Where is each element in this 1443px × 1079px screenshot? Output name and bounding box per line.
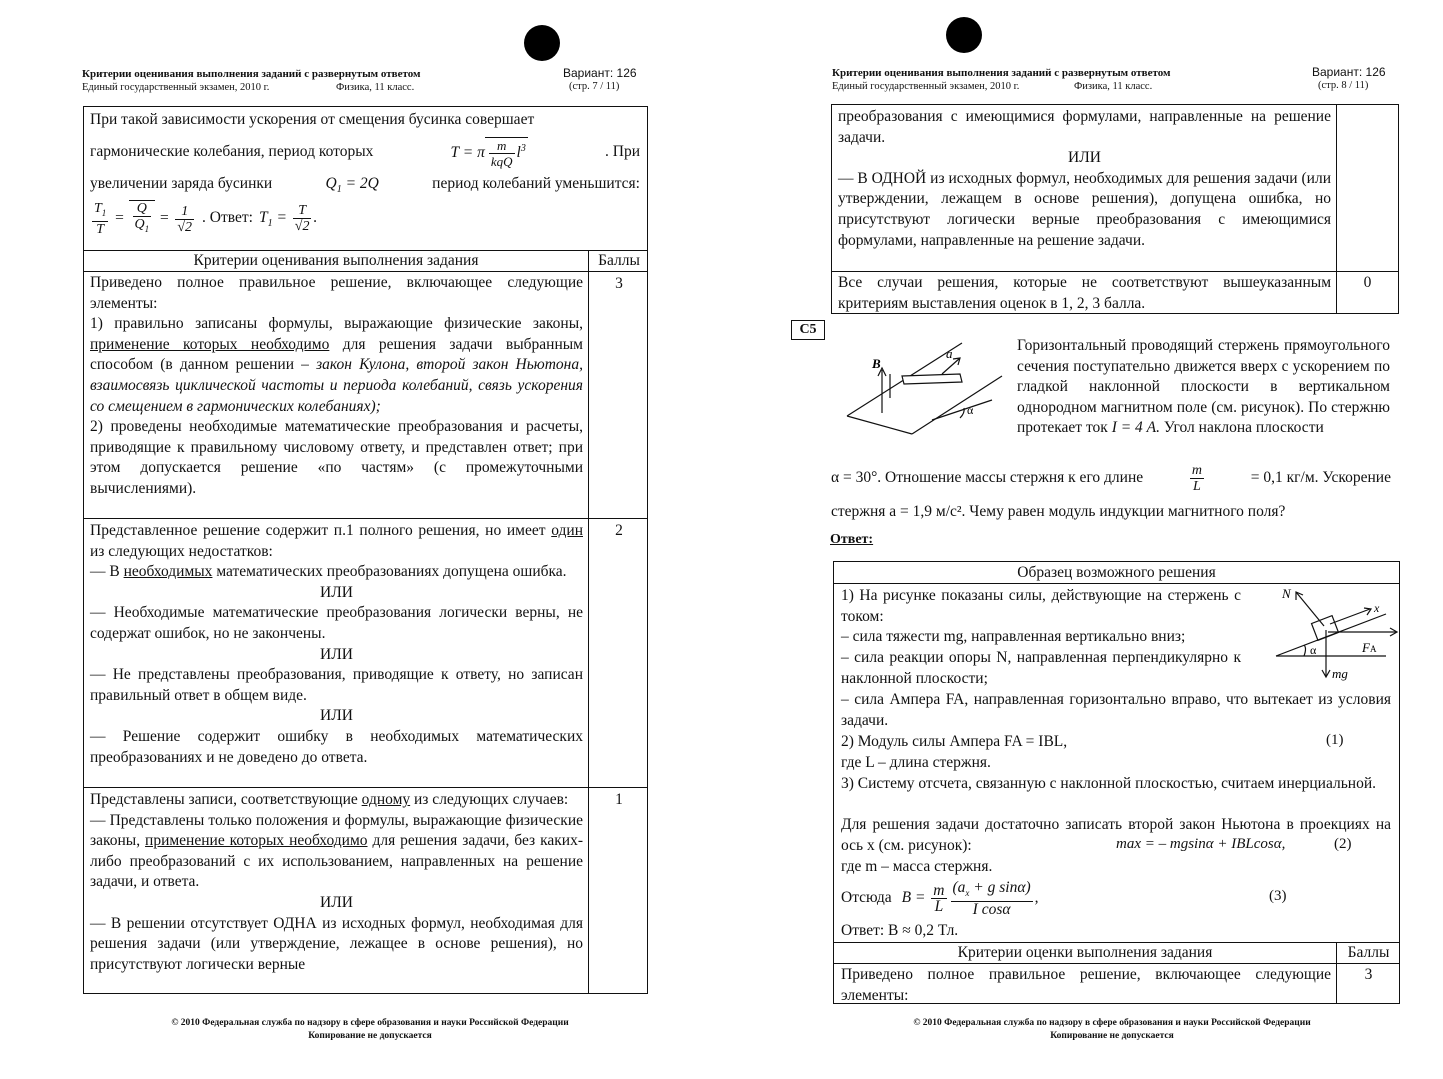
plane-edge	[912, 376, 1002, 434]
sol-newton: Для решения задачи достаточно записать второй закон Ньютона в проекциях на ось x (см. рисунок):	[841, 816, 1391, 854]
punch-hole	[524, 25, 560, 61]
crit-score-3: 3	[1336, 963, 1400, 1004]
sol-gravity: – сила тяжести mg, направленная вертикально вниз;	[841, 628, 1186, 645]
zero-score: 0	[1336, 271, 1399, 314]
charge-formula: $Q_1 = 2Q$	[325, 174, 379, 195]
normal-force-arrow	[1296, 592, 1324, 626]
crit-header-cell: Критерии оценки выполнения задания	[833, 942, 1337, 964]
score-cell-2: 2	[588, 518, 648, 788]
criteria-row-1: Представлены записи, соответствующие одному из следующих случаев: — Представлены только положения и формулы, выражающие физические законы, применение которых необходимо для решения задачи, без каких-либо преобразований с их использованием, направленных на решение задачи, и ответа. ИЛИ — В решении отсутствует ОДНА из исходных формул, необходимая для решения задачи (или утверждение, лежащее в основе решения), но присутствуют логически верные	[83, 787, 589, 994]
alpha-label: α	[967, 403, 974, 417]
crit-row-3: Приведено полное правильное решение, включающее следующие элементы:	[833, 963, 1337, 1004]
footer: © 2010 Федеральная служба по надзору в сфере образования и науки Российской Федерации Копирование не допускается	[171, 1018, 569, 1041]
eq-number-1: (1)	[1326, 732, 1344, 748]
eq-number-3: (3)	[1269, 888, 1287, 904]
plane-edge	[847, 416, 912, 434]
b-label: B	[872, 356, 881, 371]
task-line-2: α = 30°. Отношение массы стержня к его длине $\frac{m}{L}$ = 0,1 кг/м. Ускорение	[831, 463, 1391, 494]
criteria-row-3: Приведено полное правильное решение, включающее следующие элементы: 1) правильно записаны формулы, выражающие физические законы, применение которых необходимо для решения задачи выбранным способом (в данном решении – закон Кулона, второй закон Ньютона, взаимосвязь циклической частоты и периода колебаний, связь ускорения со смещением в гармонических колебаниях); 2) проведены необходимые математические преобразования и расчеты, приводящие к правильному числовому ответу, и представлен ответ; при этом допускается решение «по частям» (с промежуточными вычислениями).	[83, 271, 589, 519]
header-subject: Физика, 11 класс.	[336, 82, 415, 93]
task-label: C5	[791, 320, 825, 340]
answer-formula: $T_1$ = $\frac{T}{√2}$ .	[258, 202, 318, 234]
sol-mass: где m – масса стержня.	[841, 858, 993, 875]
score-header-cell: Баллы	[588, 250, 648, 272]
angle-arc	[1304, 645, 1306, 656]
score-cell-1: 1	[588, 787, 648, 994]
sol-step-3: 3) Систему отсчета, связанную с наклонной плоскостью, считаем инерциальной.	[841, 775, 1376, 792]
a-label: a	[946, 346, 953, 361]
header-variant: Вариант: 126	[563, 66, 637, 80]
sol-result: Отсюда B = $\frac{m}{L}$ $\frac{(a_x + g \sin\alpha)}{\text{I cosα}}$ ,	[841, 879, 1039, 919]
header-title: Критерии оценивания выполнения заданий с развернутым ответом	[832, 67, 1171, 79]
sol-normal: – сила реакции опоры N, направленная перпендикулярно к наклонной плоскости;	[841, 649, 1241, 687]
header-page: (стр. 7 / 11)	[569, 81, 620, 92]
left-page	[0, 0, 720, 1079]
score-header-cell: Баллы	[1336, 942, 1400, 964]
intro-block	[90, 110, 640, 240]
ratio-formula: $\frac{T_1}{T}$ = $\frac{Q}{Q_1}$ = $\frac{1}{√2}$	[94, 201, 193, 237]
sol-step-2: 2) Модуль силы Ампера FA = IBL,	[841, 733, 1068, 750]
punch-hole	[946, 17, 982, 53]
zero-row: Все случаи решения, которые не соответствуют вышеуказанным критериям выставления оценок в 1, 2, 3 балла.	[831, 271, 1337, 314]
task-line-3: стержня a = 1,9 м/с². Чему равен модуль индукции магнитного поля?	[831, 503, 1286, 520]
rod-section	[1312, 616, 1339, 641]
period-formula: T = π $\frac{m}{\text{kqQ}}$ $l^3$	[450, 137, 526, 169]
right-page	[722, 0, 1443, 1079]
x-label: x	[1374, 601, 1380, 615]
sol-length: где L – длина стержня.	[841, 754, 991, 771]
header-subject: Физика, 11 класс.	[1074, 81, 1153, 92]
criteria-header-cell: Критерии оценивания выполнения задания	[83, 250, 589, 272]
footer: © 2010 Федеральная служба по надзору в сфере образования и науки Российской Федерации Копирование не допускается	[913, 1018, 1311, 1041]
criteria-row-2: Представленное решение содержит п.1 полного решения, но имеет один из следующих недостатков: — В необходимых математических преобразованиях допущена ошибка. ИЛИ — Необходимые математические преобразования логически верны, не содержат ошибок, но не закончены. ИЛИ — Не представлены преобразования, приводящие к ответу, но записан правильный ответ в общем виде. ИЛИ — Решение содержит ошибку в необходимых математических преобразованиях и не доведено до ответа.	[83, 518, 589, 788]
continuation-row: преобразования с имеющимися формулами, направленные на решение задачи. ИЛИ — В ОДНОЙ из исходных формул, необходимых для решения задачи (или утверждении, лежащем в основе решения), допущена ошибка, но присутствуют логически верные преобразования с имеющимися формулами, направленные на решение задачи.	[831, 104, 1337, 272]
answer-label: Ответ:	[830, 532, 874, 547]
n-label: N	[1282, 586, 1291, 601]
sol-step-1: 1) На рисунке показаны силы, действующие на стержень с током:	[841, 587, 1241, 625]
intro-line-4: $\frac{T_1}{T}$ = $\frac{Q}{Q_1}$ = $\frac{1}{√2}$ . Ответ: $T_1$ = $\frac{T}{√2}$ .	[90, 198, 640, 240]
header-subtitle: Единый государственный экзамен, 2010 г.	[82, 82, 270, 93]
force-diagram	[1274, 584, 1400, 684]
header-variant: Вариант: 126	[1312, 65, 1386, 79]
criteria-table	[83, 106, 648, 994]
mass-ratio: $\frac{m}{L}$	[1191, 463, 1203, 494]
solution-table	[833, 561, 1400, 1004]
rod	[902, 374, 962, 384]
alpha-label: α	[1310, 643, 1317, 657]
header-subtitle: Единый государственный экзамен, 2010 г.	[832, 81, 1020, 92]
sol-answer: Ответ: B ≈ 0,2 Тл.	[841, 922, 959, 939]
intro-line-2: гармонические колебания, период которых T = π $\frac{m}{\text{kqQ}}$ $l^3$ . При	[90, 137, 640, 169]
solution-header: Образец возможного решения	[833, 561, 1400, 584]
fa-label: FA	[1362, 640, 1377, 655]
mg-label: mg	[1332, 666, 1348, 681]
incline-figure	[842, 338, 1012, 438]
eq-number-2: (2)	[1334, 836, 1352, 852]
x-axis-arrow	[1330, 609, 1370, 624]
eq-2: max = – mgsinα + IBLcosα,	[1116, 836, 1286, 852]
plane-base	[932, 400, 992, 420]
intro-line-1: При такой зависимости ускорения от смещения бусинка совершает	[90, 111, 535, 128]
header-title: Критерии оценивания выполнения заданий с развернутым ответом	[82, 68, 421, 80]
continuation-score	[1336, 104, 1399, 272]
b-formula: B = $\frac{m}{L}$ $\frac{(a_x + g \sin\alpha)}{\text{I cosα}}$ ,	[901, 879, 1039, 919]
score-cell-3: 3	[588, 271, 648, 519]
header-page: (стр. 8 / 11)	[1318, 80, 1369, 91]
sol-ampere: – сила Ампера FA, направленная горизонтально вправо, что вытекает из условия задачи.	[841, 691, 1391, 729]
arrowhead	[1364, 608, 1371, 615]
task-text: Горизонтальный проводящий стержень прямоугольного сечения поступательно движется вверх с ускорением по гладкой наклонной плоскости в вертикальном однородном магнитном поле (см. рисунок). По стержню протекает ток I = 4 А. Угол наклона плоскости	[1017, 337, 1390, 437]
intro-line-3: увеличении заряда бусинки $Q_1 = 2Q$ период колебаний уменьшится:	[90, 174, 640, 195]
